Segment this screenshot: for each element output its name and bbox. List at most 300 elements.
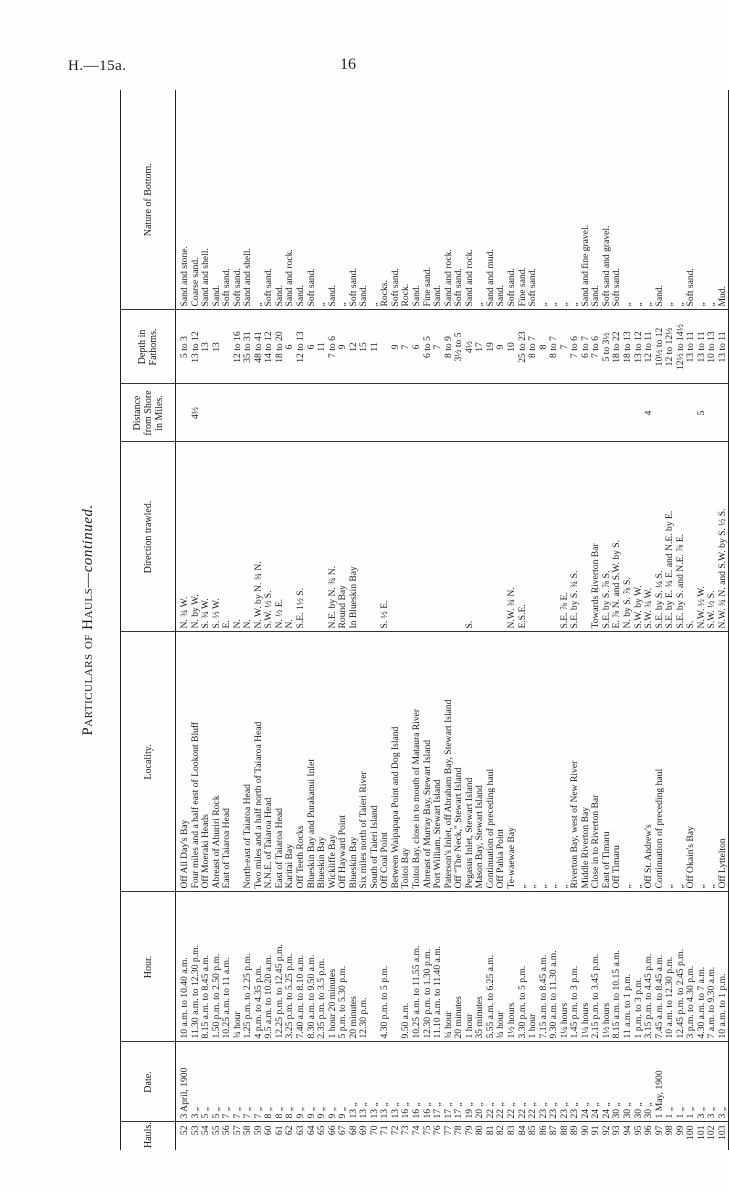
table-cell: 80 — [474, 1125, 486, 1136]
table-cell — [475, 384, 486, 442]
table-cell: Coarse sand. — [191, 90, 202, 310]
table-cell: 11 — [317, 310, 328, 384]
table-cell: 1½ hours — [507, 892, 518, 1042]
table-cell: 9 „ — [307, 1042, 318, 1122]
table-cell: 65 — [316, 1125, 328, 1136]
table-cell: 8 to 7 — [528, 310, 539, 384]
table-cell: 97 — [653, 1125, 665, 1136]
table-cell: Two miles and a half north of Taiaroa Head — [254, 632, 265, 892]
table-cell: ¾ hour — [496, 892, 507, 1042]
table-cell: „ — [560, 90, 571, 310]
table-cell: 83 — [505, 1125, 517, 1136]
table-cell: 73 — [400, 1125, 412, 1136]
table-cell — [665, 384, 676, 442]
table-cell: S.W. ¾ W. — [644, 442, 655, 632]
table-cell — [401, 384, 412, 442]
table-cell: 72 — [389, 1125, 401, 1136]
table-cell: 85 — [527, 1125, 539, 1136]
table-cell: 7 to 6 — [328, 310, 339, 384]
table-cell: S.E. by S. ⅞ S. — [602, 442, 613, 632]
table-cell — [528, 442, 539, 632]
table-cell: 30 „ — [634, 1042, 645, 1122]
table-cell: 17 — [475, 310, 486, 384]
table-cell: N. W. by N. ¾ N. — [254, 442, 265, 632]
table-cell: S.E. by E. ¾ E. and N.E. by E. — [665, 442, 676, 632]
table-cell — [591, 384, 602, 442]
table-cell: 22 „ — [507, 1042, 518, 1122]
table-cell — [391, 384, 402, 442]
table-cell: N. — [285, 442, 296, 632]
table-cell — [486, 384, 497, 442]
table-cell — [412, 442, 423, 632]
table-cell: ¾ hour — [233, 892, 244, 1042]
table-cell: 4 p.m. to 4.35 p.m. — [254, 892, 265, 1042]
table-cell: 25 to 23 — [518, 310, 529, 384]
table-cell: 79 — [463, 1125, 475, 1136]
table-cell: 18 to 13 — [623, 310, 634, 384]
table-cell: 10 to 13 — [707, 310, 718, 384]
table-cell: Sand. — [212, 90, 223, 310]
table-cell: 58 — [242, 1125, 254, 1136]
table-cell: 9 — [338, 310, 349, 384]
table-cell: N. by S. ⅞ S. — [623, 442, 634, 632]
table-cell — [423, 442, 434, 632]
table-cell: Off St. Andrew's — [644, 632, 655, 892]
table-row — [180, 90, 191, 1150]
table-cell: East of Taiaroa Head — [275, 632, 286, 892]
table-row — [465, 90, 476, 1150]
table-cell — [285, 384, 296, 442]
table-cell: 55 — [210, 1125, 222, 1136]
table-cell: 9 „ — [317, 1042, 328, 1122]
table-cell: 6 — [412, 310, 423, 384]
table-cell: 53 — [189, 1125, 201, 1136]
table-cell: 8 „ — [285, 1042, 296, 1122]
table-cell: Sand. — [591, 90, 602, 310]
table-cell: 11.10 a.m. to 11.40 a.m. — [433, 892, 444, 1042]
table-cell: Wickliffe Bay — [328, 632, 339, 892]
table-cell: 6 — [307, 310, 318, 384]
table-cell — [539, 384, 550, 442]
table-cell: N.W. ¾ N. — [507, 442, 518, 632]
table-cell: 87 — [548, 1125, 560, 1136]
table-cell: 8.15 a.m. to 8.45 a.m. — [201, 892, 212, 1042]
col-header-direction: Direction trawled. — [121, 442, 176, 632]
table-cell — [359, 384, 370, 442]
table-cell: 3½ to 5 — [454, 310, 465, 384]
table-cell: „ — [549, 632, 560, 892]
table-cell: 16 „ — [401, 1042, 412, 1122]
table-cell: Mud. — [718, 90, 729, 310]
table-cell: 63 — [295, 1125, 307, 1136]
table-cell — [275, 384, 286, 442]
table-cell: S.W. ½ S. — [264, 442, 275, 632]
table-cell: North-east of Taiaroa Head — [243, 632, 254, 892]
table-cell: 7.15 a.m. to 8.45 a.m. — [539, 892, 550, 1042]
table-cell: Off Lyttelton — [718, 632, 729, 892]
table-cell — [233, 384, 244, 442]
table-cell: 7 „ — [233, 1042, 244, 1122]
table-cell: 7.40 a.m. to 8.10 a.m. — [296, 892, 307, 1042]
table-cell: 12 to 12½ — [665, 310, 676, 384]
rotated-table-block — [80, 90, 728, 1150]
table-cell: 8 to 9 — [444, 310, 455, 384]
table-cell: 84 — [516, 1125, 528, 1136]
table-cell: Sand. — [433, 90, 444, 310]
table-cell: 3.25 p.m. to 5.25 p.m. — [285, 892, 296, 1042]
table-cell — [707, 384, 718, 442]
table-cell: Abreast of Murray Bay, Stewart Island — [423, 632, 434, 892]
table-cell: 19 — [486, 310, 497, 384]
table-cell: 13 to 12 — [191, 310, 202, 384]
table-cell: Sand and fine gravel. — [581, 90, 592, 310]
table-cell: 7 to 6 — [591, 310, 602, 384]
table-cell: 1.45 p.m. to 3 p.m. — [570, 892, 581, 1042]
table-cell: Rock. — [401, 90, 412, 310]
table-cell: Continuation of preceding haul — [655, 632, 666, 892]
table-cell: „ — [254, 90, 265, 310]
table-cell: 14 to 12 — [264, 310, 275, 384]
table-cell: 9 „ — [296, 1042, 307, 1122]
col-header-date: Date. — [121, 1042, 176, 1122]
table-cell: 60 — [263, 1125, 275, 1136]
table-cell: „ — [560, 632, 571, 892]
table-cell — [486, 442, 497, 632]
table-cell — [180, 384, 191, 442]
table-cell: S.E. by S. ¾ S. — [570, 442, 581, 632]
table-cell: 4½ — [191, 384, 202, 442]
table-cell: Sand and rock. — [444, 90, 455, 310]
table-cell: „ — [707, 90, 718, 310]
table-cell: 91 — [590, 1125, 602, 1136]
header-row — [121, 90, 176, 1150]
table-cell: Sand. — [296, 90, 307, 310]
table-row — [518, 90, 529, 1150]
table-cell: 20 „ — [475, 1042, 486, 1122]
table-cell: 1 p.m. to 3 p.m. — [634, 892, 645, 1042]
col-header-hauls: Hauls. — [121, 1122, 176, 1150]
table-cell: „ — [317, 90, 328, 310]
table-cell: „ — [665, 632, 676, 892]
table-cell: 13 „ — [380, 1042, 391, 1122]
table-cell: N.W. ¾ N. and S.W. by S. ½ S. — [718, 442, 729, 632]
table-cell: 22 „ — [518, 1042, 529, 1122]
table-cell: S. — [686, 442, 697, 632]
table-cell: Sand. — [412, 90, 423, 310]
table-cell — [412, 384, 423, 442]
table-cell: 12.25 p.m. to 12.45 p.m. — [275, 892, 286, 1042]
table-cell: 3.30 p.m. to 5 p.m. — [518, 892, 529, 1042]
title-suffix: continued. — [80, 504, 96, 573]
page-reference: H.—15a. — [68, 58, 127, 74]
page-number: 16 — [340, 56, 356, 73]
table-cell: „ — [665, 90, 676, 310]
table-cell: 95 — [632, 1125, 644, 1136]
table-cell: 12 to 13 — [296, 310, 307, 384]
table-cell: Continuation of preceding haul — [486, 632, 497, 892]
table-cell: Four miles and a half east of Lookout Bluff — [191, 632, 202, 892]
table-cell: S. ½ E. — [380, 442, 391, 632]
table-cell: „ — [676, 632, 687, 892]
table-cell: 3 April, 1900 — [180, 1042, 191, 1122]
table-cell — [570, 384, 581, 442]
table-cell: 9 „ — [328, 1042, 339, 1122]
table-cell: 9.50 a.m. — [401, 892, 412, 1042]
table-cell: Mason Bay, Stewart Island — [475, 632, 486, 892]
table-cell: 19 „ — [465, 1042, 476, 1122]
table-cell: Off Hayward Point — [338, 632, 349, 892]
table-cell: 103 — [718, 1122, 729, 1150]
table-cell — [444, 384, 455, 442]
table-cell: 68 — [347, 1125, 359, 1136]
table-cell: East of Timaru — [602, 632, 613, 892]
table-cell: 4.30 p.m. to 5 p.m. — [380, 892, 391, 1042]
table-cell — [454, 442, 465, 632]
table-cell: In Blueskin Bay — [349, 442, 360, 632]
table-cell — [423, 384, 434, 442]
table-cell: Sand. — [655, 90, 666, 310]
table-cell: 23 „ — [570, 1042, 581, 1122]
table-cell: Sand. — [496, 90, 507, 310]
hauls-table — [120, 90, 729, 1150]
table-cell: Off "The Neck," Stewart Island — [454, 632, 465, 892]
table-row — [623, 90, 634, 1150]
table-cell: Sand and rock. — [465, 90, 476, 310]
table-row — [507, 90, 518, 1150]
table-cell: 8.15 a.m. to 10.15 a.m. — [612, 892, 623, 1042]
table-cell: Blueskin Bay and Purakanui Inlet — [307, 632, 318, 892]
table-cell: 6 to 7 — [581, 310, 592, 384]
table-cell: 13 to 11 — [686, 310, 697, 384]
title-main: Particulars of Hauls — [80, 587, 96, 736]
table-cell: Off Teeth Rocks — [296, 632, 307, 892]
table-cell: S.E. ⅞ E. — [560, 442, 571, 632]
table-cell: S. ⅓ W. — [212, 442, 223, 632]
table-cell — [222, 384, 233, 442]
table-cell: 13 to 11 — [697, 310, 708, 384]
table-cell: 4½ — [465, 310, 476, 384]
table-cell — [612, 384, 623, 442]
table-cell: 5 to 3½ — [602, 310, 613, 384]
table-cell — [518, 384, 529, 442]
table-cell: Blueskin Bay — [317, 632, 328, 892]
table-cell: „ — [518, 632, 529, 892]
table-cell: 70 — [368, 1125, 380, 1136]
table-cell: 13 to 11 — [718, 310, 729, 384]
table-cell: Soft sand. — [233, 90, 244, 310]
table-cell: Port William, Stewart Island — [433, 632, 444, 892]
table-cell: Soft sand. — [222, 90, 233, 310]
table-cell: 61 — [273, 1125, 285, 1136]
table-cell — [201, 384, 212, 442]
table-cell: 7 „ — [222, 1042, 233, 1122]
table-cell — [243, 384, 254, 442]
table-cell: Abreast of Ahuriri Rock — [212, 632, 223, 892]
table-cell: N.W. ½ W. — [697, 442, 708, 632]
table-cell: 1 May, 1900 — [655, 1042, 666, 1122]
table-row — [528, 90, 539, 1150]
table-cell: 12.45 p.m. to 2.45 p.m. — [676, 892, 687, 1042]
table-cell: Blueskin Bay — [349, 632, 360, 892]
table-cell: „ — [707, 632, 718, 892]
table-row — [718, 90, 729, 1150]
table-cell: 102 — [706, 1125, 718, 1140]
table-cell: Soft sand. — [528, 90, 539, 310]
table-cell: 17 „ — [454, 1042, 465, 1122]
table-cell: 22 „ — [486, 1042, 497, 1122]
table-cell — [433, 384, 444, 442]
table-cell: 5 — [697, 384, 708, 442]
table-cell: Soft sand. — [454, 90, 465, 310]
table-cell: 77 — [442, 1125, 454, 1136]
table-cell: 9.5 a.m. to 10.20 a.m. — [264, 892, 275, 1042]
table-cell — [296, 384, 307, 442]
table-cell: „ — [697, 90, 708, 310]
table-cell — [496, 384, 507, 442]
table-cell: Fine sand. — [518, 90, 529, 310]
table-cell: Six miles north of Taieri River — [359, 632, 370, 892]
table-cell: 11 — [370, 310, 381, 384]
table-cell — [475, 442, 486, 632]
table-body — [176, 90, 729, 1150]
table-cell: N. ¾ W. — [180, 442, 191, 632]
table-cell: „ — [634, 632, 645, 892]
table-cell: Off All Day's Bay — [180, 632, 191, 892]
table-cell: 82 — [495, 1125, 507, 1136]
table-cell: ¾ hour — [444, 892, 455, 1042]
table-cell: N.E. by N. ¾ N. — [328, 442, 339, 632]
table-cell: 48 to 41 — [254, 310, 265, 384]
table-cell: Riverton Bay, west of New River — [570, 632, 581, 892]
table-cell: Sand and mud. — [486, 90, 497, 310]
col-header-depth: Depth in Fathoms. — [121, 310, 176, 384]
table-cell: „ — [528, 632, 539, 892]
table-cell: 30 „ — [644, 1042, 655, 1122]
table-cell: 30 „ — [612, 1042, 623, 1122]
table-cell — [676, 384, 687, 442]
table-cell — [370, 384, 381, 442]
table-row — [412, 90, 423, 1150]
table-cell: Rocks. — [380, 90, 391, 310]
col-header-bottom: Nature of Bottom. — [121, 90, 176, 310]
table-cell: Paterson's Inlet, off Abraham Bay, Stewart Island — [444, 632, 455, 892]
table-cell: 2.35 p.m. to 3.5 p.m. — [317, 892, 328, 1042]
table-cell: „ — [570, 90, 581, 310]
table-cell: Soft sand. — [612, 90, 623, 310]
table-cell: 12 to 16 — [233, 310, 244, 384]
table-cell: 69 — [358, 1125, 370, 1136]
table-cell: 24 „ — [581, 1042, 592, 1122]
table-cell — [560, 384, 571, 442]
table-cell: „ — [676, 90, 687, 310]
table-cell: 18 to 20 — [275, 310, 286, 384]
table-cell: 11.30 a.m. to 12.30 p.m. — [191, 892, 202, 1042]
table-cell: „ — [623, 90, 634, 310]
table-cell: 16 „ — [412, 1042, 423, 1122]
table-cell: Close in to Riverton Bar — [591, 632, 602, 892]
table-cell: „ — [549, 90, 560, 310]
table-cell: Soft sand. — [349, 90, 360, 310]
table-cell: 100 — [685, 1125, 697, 1140]
table-cell: Soft sand. — [507, 90, 518, 310]
table-cell — [433, 442, 444, 632]
table-cell: E.S.E. — [518, 442, 529, 632]
table-cell: 71 — [379, 1125, 391, 1136]
table-cell: 13 „ — [349, 1042, 360, 1122]
table-cell: 99 — [674, 1125, 686, 1136]
table-cell: 98 — [664, 1125, 676, 1136]
table-cell: „ — [338, 90, 349, 310]
table-cell: 6 to 5 — [423, 310, 434, 384]
table-cell: N. ½ E. — [275, 442, 286, 632]
table-cell: 3 „ — [191, 1042, 202, 1122]
col-header-locality: Locality. — [121, 632, 176, 892]
table-cell: 75 — [421, 1125, 433, 1136]
table-cell: 20 minutes — [454, 892, 465, 1042]
table-cell: 93 — [611, 1125, 623, 1136]
table-cell: 7 „ — [254, 1042, 265, 1122]
table-cell — [264, 384, 275, 442]
table-cell: 67 — [337, 1125, 349, 1136]
table-cell: 13 — [201, 310, 212, 384]
table-cell: N. by W. — [191, 442, 202, 632]
table-cell: 7 „ — [243, 1042, 254, 1122]
table-cell — [718, 384, 729, 442]
table-cell: 74 — [411, 1125, 423, 1136]
table-cell: 23 „ — [539, 1042, 550, 1122]
table-cell: Soft sand. — [264, 90, 275, 310]
table-cell: Off Coal Point — [380, 632, 391, 892]
table-cell: S.E. by S. ¼ S. — [655, 442, 666, 632]
table-cell: 10 a.m. to 1 p.m. — [718, 892, 729, 1042]
table-cell: 3.15 p.m. to 4.45 p.m. — [644, 892, 655, 1042]
col-header-hour: Hour. — [121, 892, 176, 1042]
table-row — [391, 90, 402, 1150]
table-cell: Karitai Bay — [285, 632, 296, 892]
table-cell: 4 — [644, 384, 655, 442]
table-cell: 12.30 p.m. to 1.30 p.m. — [423, 892, 434, 1042]
table-cell — [401, 442, 412, 632]
table-cell: „ — [634, 90, 645, 310]
table-cell: 64 — [305, 1125, 317, 1136]
table-cell: 3 p.m. to 4.30 p.m. — [686, 892, 697, 1042]
table-cell: 52 — [179, 1125, 190, 1136]
table-cell — [454, 384, 465, 442]
table-cell: 15 — [359, 310, 370, 384]
table-cell: 3 „ — [707, 1042, 718, 1122]
col-header-distance: Distance from Shore in Miles. — [121, 384, 176, 442]
table-cell: 12 — [349, 310, 360, 384]
table-row — [349, 90, 360, 1150]
table-cell — [317, 384, 328, 442]
table-cell: 13 „ — [391, 1042, 402, 1122]
table-cell: 7 a.m. to 9.30 a.m. — [707, 892, 718, 1042]
table-cell: 13 to 12 — [634, 310, 645, 384]
table-cell: 78 — [453, 1125, 465, 1136]
table-cell: 23 „ — [560, 1042, 571, 1122]
table-cell: 12.30 p.m. — [359, 892, 370, 1042]
table-cell: 22 „ — [528, 1042, 539, 1122]
table-cell: 1 „ — [676, 1042, 687, 1122]
table-cell: S. ¾ W. — [201, 442, 212, 632]
table-cell: 7 — [401, 310, 412, 384]
table-cell: 6 — [285, 310, 296, 384]
table-cell: 24 „ — [591, 1042, 602, 1122]
table-cell: 1.25 p.m. to 2.25 p.m. — [243, 892, 254, 1042]
table-cell: 4.30 a.m. to 7 a.m. — [697, 892, 708, 1042]
table-cell: 54 — [200, 1125, 212, 1136]
table-cell: 24 „ — [602, 1042, 613, 1122]
